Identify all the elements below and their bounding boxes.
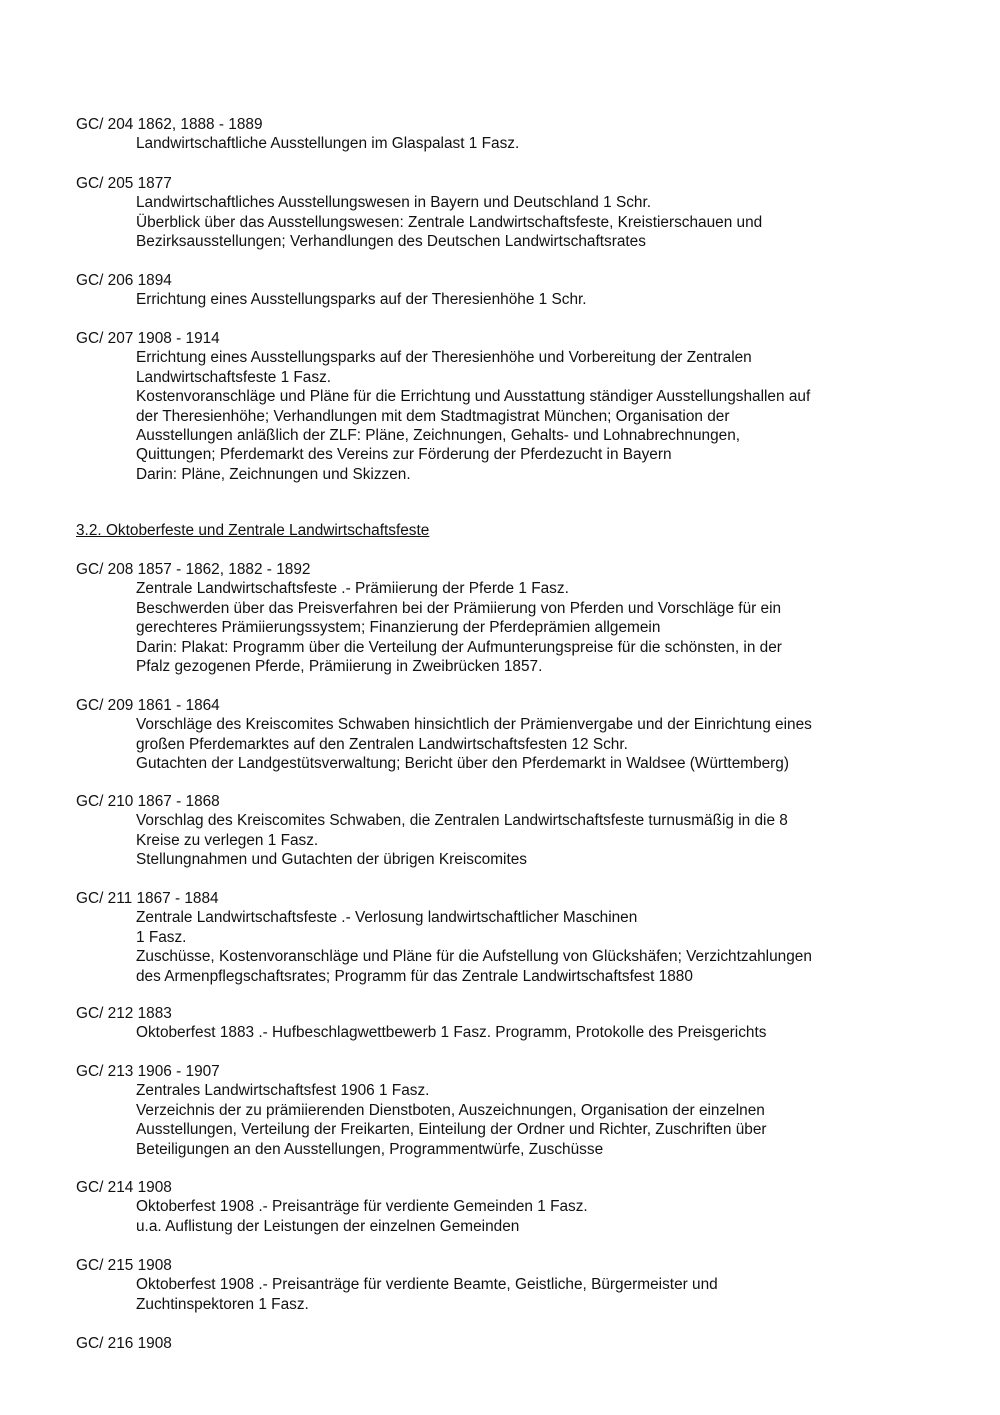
- archive-entry: [0, 889, 1000, 986]
- entry-line: Überblick über das Ausstellungswesen: Zentrale Landwirtschaftsfeste, Kreistierschauen und: [136, 213, 763, 231]
- entry-line: Zentrales Landwirtschaftsfest 1906 1 Fasz.: [136, 1082, 430, 1100]
- entry-line: Kreise zu verlegen 1 Fasz.: [136, 831, 319, 849]
- archive-entry: [0, 1256, 1000, 1314]
- entry-line: Kostenvoranschläge und Pläne für die Errichtung und Ausstattung ständiger Ausstellungshallen auf: [136, 388, 811, 406]
- entry-signature: GC/ 213 1906 - 1907: [76, 1063, 220, 1080]
- entry-signature: GC/ 211 1867 - 1884: [76, 890, 219, 907]
- archive-entry: [0, 115, 1000, 154]
- entry-signature: GC/ 204 1862, 1888 - 1889: [76, 116, 263, 133]
- entry-signature: GC/ 215 1908: [76, 1257, 172, 1274]
- archive-entry: [0, 792, 1000, 870]
- archive-entry: [0, 1004, 1000, 1043]
- entry-line: Oktoberfest 1908 .- Preisanträge für verdiente Beamte, Geistliche, Bürgermeister und: [136, 1276, 718, 1294]
- entry-signature: GC/ 208 1857 - 1862, 1882 - 1892: [76, 561, 311, 578]
- entry-line: der Theresienhöhe; Verhandlungen mit dem Stadtmagistrat München; Organisation der: [136, 407, 730, 425]
- archive-entry: [0, 329, 1000, 484]
- entry-line: Zentrale Landwirtschaftsfeste .- Prämiierung der Pferde 1 Fasz.: [136, 580, 569, 598]
- archive-entry: [0, 696, 1000, 774]
- entry-line: Zuschüsse, Kostenvoranschläge und Pläne für die Aufstellung von Glückshäfen; Verzichtzahlungen: [136, 948, 812, 966]
- archive-entry: [0, 560, 1000, 676]
- entry-line: Ausstellungen, Verteilung der Freikarten, Einteilung der Ordner und Richter, Zuschriften über: [136, 1121, 767, 1139]
- entry-line: Gutachten der Landgestütsverwaltung; Bericht über den Pferdemarkt in Waldsee (Württemberg): [136, 755, 789, 773]
- entry-line: Zuchtinspektoren 1 Fasz.: [136, 1295, 309, 1313]
- entry-line: Landwirtschaftliche Ausstellungen im Glaspalast 1 Fasz.: [136, 135, 520, 153]
- entry-line: Quittungen; Pferdemarkt des Vereins zur Förderung der Pferdezucht in Bayern: [136, 446, 672, 464]
- entry-signature: GC/ 207 1908 - 1914: [76, 330, 220, 347]
- entry-signature: GC/ 209 1861 - 1864: [76, 697, 220, 714]
- archive-entry: [0, 1334, 1000, 1353]
- entry-signature: GC/ 206 1894: [76, 272, 172, 289]
- entry-signature: GC/ 205 1877: [76, 175, 172, 192]
- entry-signature: GC/ 212 1883: [76, 1005, 172, 1022]
- entry-line: Verzeichnis der zu prämiierenden Dienstboten, Auszeichnungen, Organisation der einzelnen: [136, 1101, 765, 1119]
- entry-line: Ausstellungen anläßlich der ZLF: Pläne, Zeichnungen, Gehalts- und Lohnabrechnungen,: [136, 427, 741, 445]
- entry-line: Vorschläge des Kreiscomites Schwaben hinsichtlich der Prämienvergabe und der Einrichtung eines: [136, 716, 812, 734]
- archive-entry: [0, 1062, 1000, 1159]
- entry-line: Vorschlag des Kreiscomites Schwaben, die Zentralen Landwirtschaftsfeste turnusmäßig in die 8: [136, 812, 788, 830]
- entry-line: Stellungnahmen und Gutachten der übrigen Kreiscomites: [136, 851, 527, 869]
- entry-signature: GC/ 214 1908: [76, 1179, 172, 1196]
- entry-line: Oktoberfest 1883 .- Hufbeschlagwettbewerb 1 Fasz. Programm, Protokolle des Preisgerichts: [136, 1024, 767, 1042]
- entry-line: Bezirksausstellungen; Verhandlungen des Deutschen Landwirtschaftsrates: [136, 233, 646, 251]
- entry-line: Beschwerden über das Preisverfahren bei der Prämiierung von Pferden und Vorschläge für ein: [136, 599, 782, 617]
- entry-line: Darin: Plakat: Programm über die Verteilung der Aufmunterungspreise für die schönsten, in der: [136, 638, 782, 656]
- entry-line: 1 Fasz.: [136, 928, 187, 946]
- entry-line: gerechteres Prämiierungssystem; Finanzierung der Pferdeprämien allgemein: [136, 619, 661, 637]
- entry-line: Oktoberfest 1908 .- Preisanträge für verdiente Gemeinden 1 Fasz.: [136, 1198, 588, 1216]
- entry-line: Errichtung eines Ausstellungsparks auf der Theresienhöhe 1 Schr.: [136, 291, 587, 309]
- entry-signature: GC/ 210 1867 - 1868: [76, 793, 220, 810]
- entry-line: Zentrale Landwirtschaftsfeste .- Verlosung landwirtschaftlicher Maschinen: [136, 909, 638, 927]
- entry-line: Darin: Pläne, Zeichnungen und Skizzen.: [136, 465, 411, 483]
- entry-line: Landwirtschaftliches Ausstellungswesen in Bayern und Deutschland 1 Schr.: [136, 194, 652, 212]
- archive-entry: [0, 271, 1000, 310]
- entry-line: Errichtung eines Ausstellungsparks auf der Theresienhöhe und Vorbereitung der Zentralen: [136, 349, 752, 367]
- entry-line: des Armenpflegschaftsrates; Programm für das Zentrale Landwirtschaftsfest 1880: [136, 967, 693, 985]
- section-title: 3.2. Oktoberfeste und Zentrale Landwirtschaftsfeste: [76, 522, 430, 539]
- entry-line: Beteiligungen an den Ausstellungen, Programmentwürfe, Zuschüsse: [136, 1140, 604, 1158]
- entry-line: großen Pferdemarktes auf den Zentralen Landwirtschaftsfesten 12 Schr.: [136, 735, 628, 753]
- entry-line: Pfalz gezogenen Pferde, Prämiierung in Zweibrücken 1857.: [136, 658, 543, 676]
- entry-line: u.a. Auflistung der Leistungen der einzelnen Gemeinden: [136, 1217, 520, 1235]
- entry-signature: GC/ 216 1908: [76, 1335, 172, 1352]
- archive-entry: [0, 1178, 1000, 1236]
- archive-entry: [0, 174, 1000, 252]
- entry-line: Landwirtschaftsfeste 1 Fasz.: [136, 368, 332, 386]
